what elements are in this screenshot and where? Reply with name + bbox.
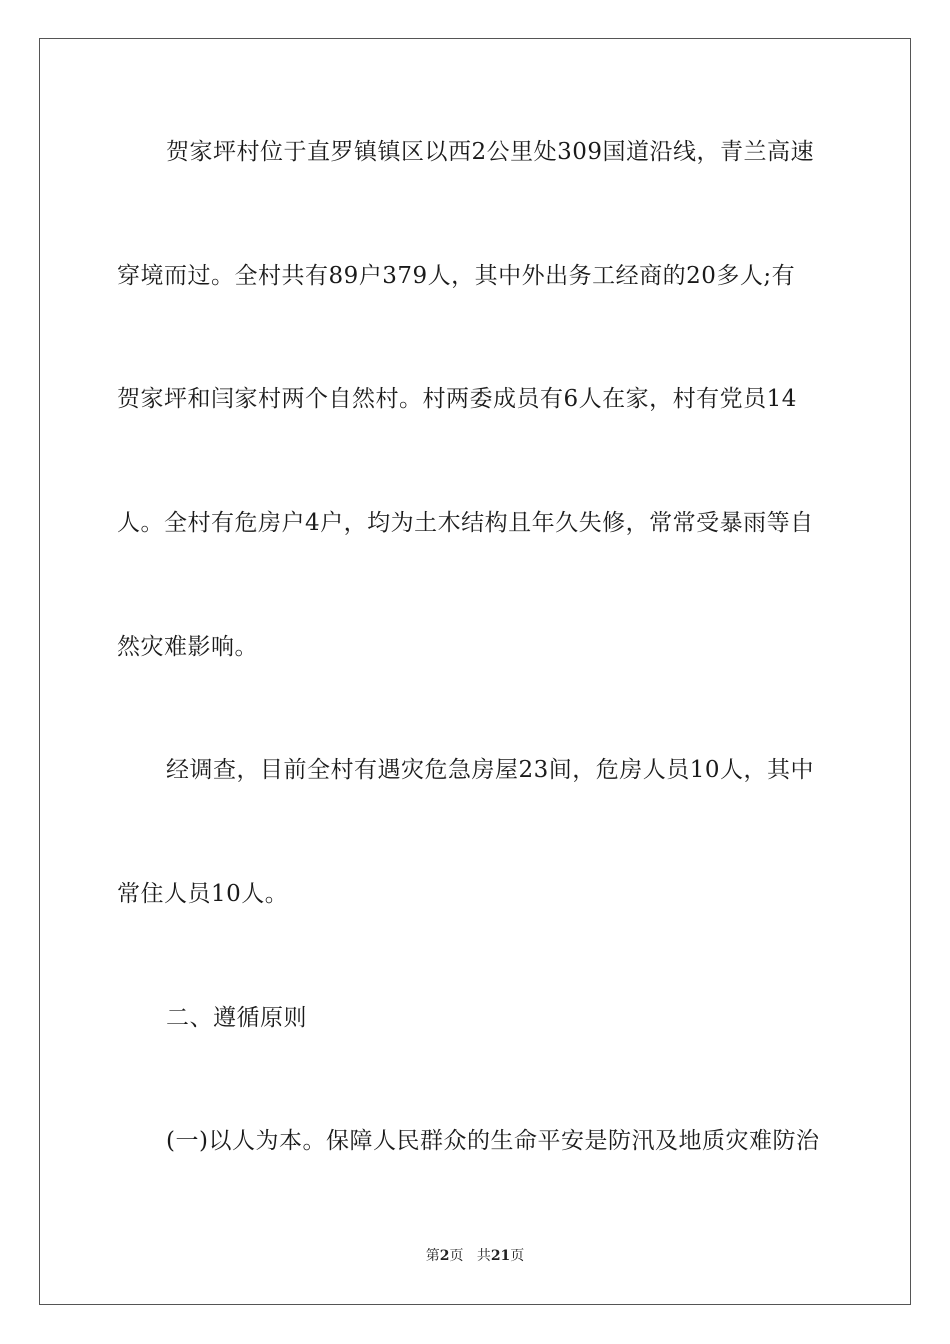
page-footer xyxy=(0,1247,950,1265)
paragraph-line-7: 常住人员10人。 xyxy=(117,881,289,907)
paragraph-line-9: (一)以人为本。保障人民群众的生命平安是防汛及地质灾难防治 xyxy=(166,1128,820,1154)
paragraph-line-2: 穿境而过。全村共有89户379人，其中外出务工经商的20多人;有 xyxy=(117,263,796,289)
page-prefix: 第 xyxy=(425,1248,440,1264)
current-page-number: 2 xyxy=(439,1248,450,1264)
paragraph-line-5: 然灾难影响。 xyxy=(117,634,258,660)
paragraph-line-4: 人。全村有危房户4户，均为土木结构且年久失修，常常受暴雨等自 xyxy=(117,510,814,536)
section-heading: 二、遵循原则 xyxy=(166,1005,307,1031)
total-pages-number: 21 xyxy=(490,1248,511,1264)
total-prefix: 共 xyxy=(476,1248,491,1264)
page-suffix: 页 xyxy=(449,1248,464,1264)
total-suffix: 页 xyxy=(510,1248,525,1264)
paragraph-line-3: 贺家坪和闫家村两个自然村。村两委成员有6人在家，村有党员14 xyxy=(117,386,797,412)
paragraph-line-6: 经调查，目前全村有遇灾危急房屋23间，危房人员10人，其中 xyxy=(166,757,815,783)
page-frame xyxy=(39,38,911,1305)
paragraph-line-1: 贺家坪村位于直罗镇镇区以西2公里处309国道沿线，青兰高速 xyxy=(166,139,815,165)
